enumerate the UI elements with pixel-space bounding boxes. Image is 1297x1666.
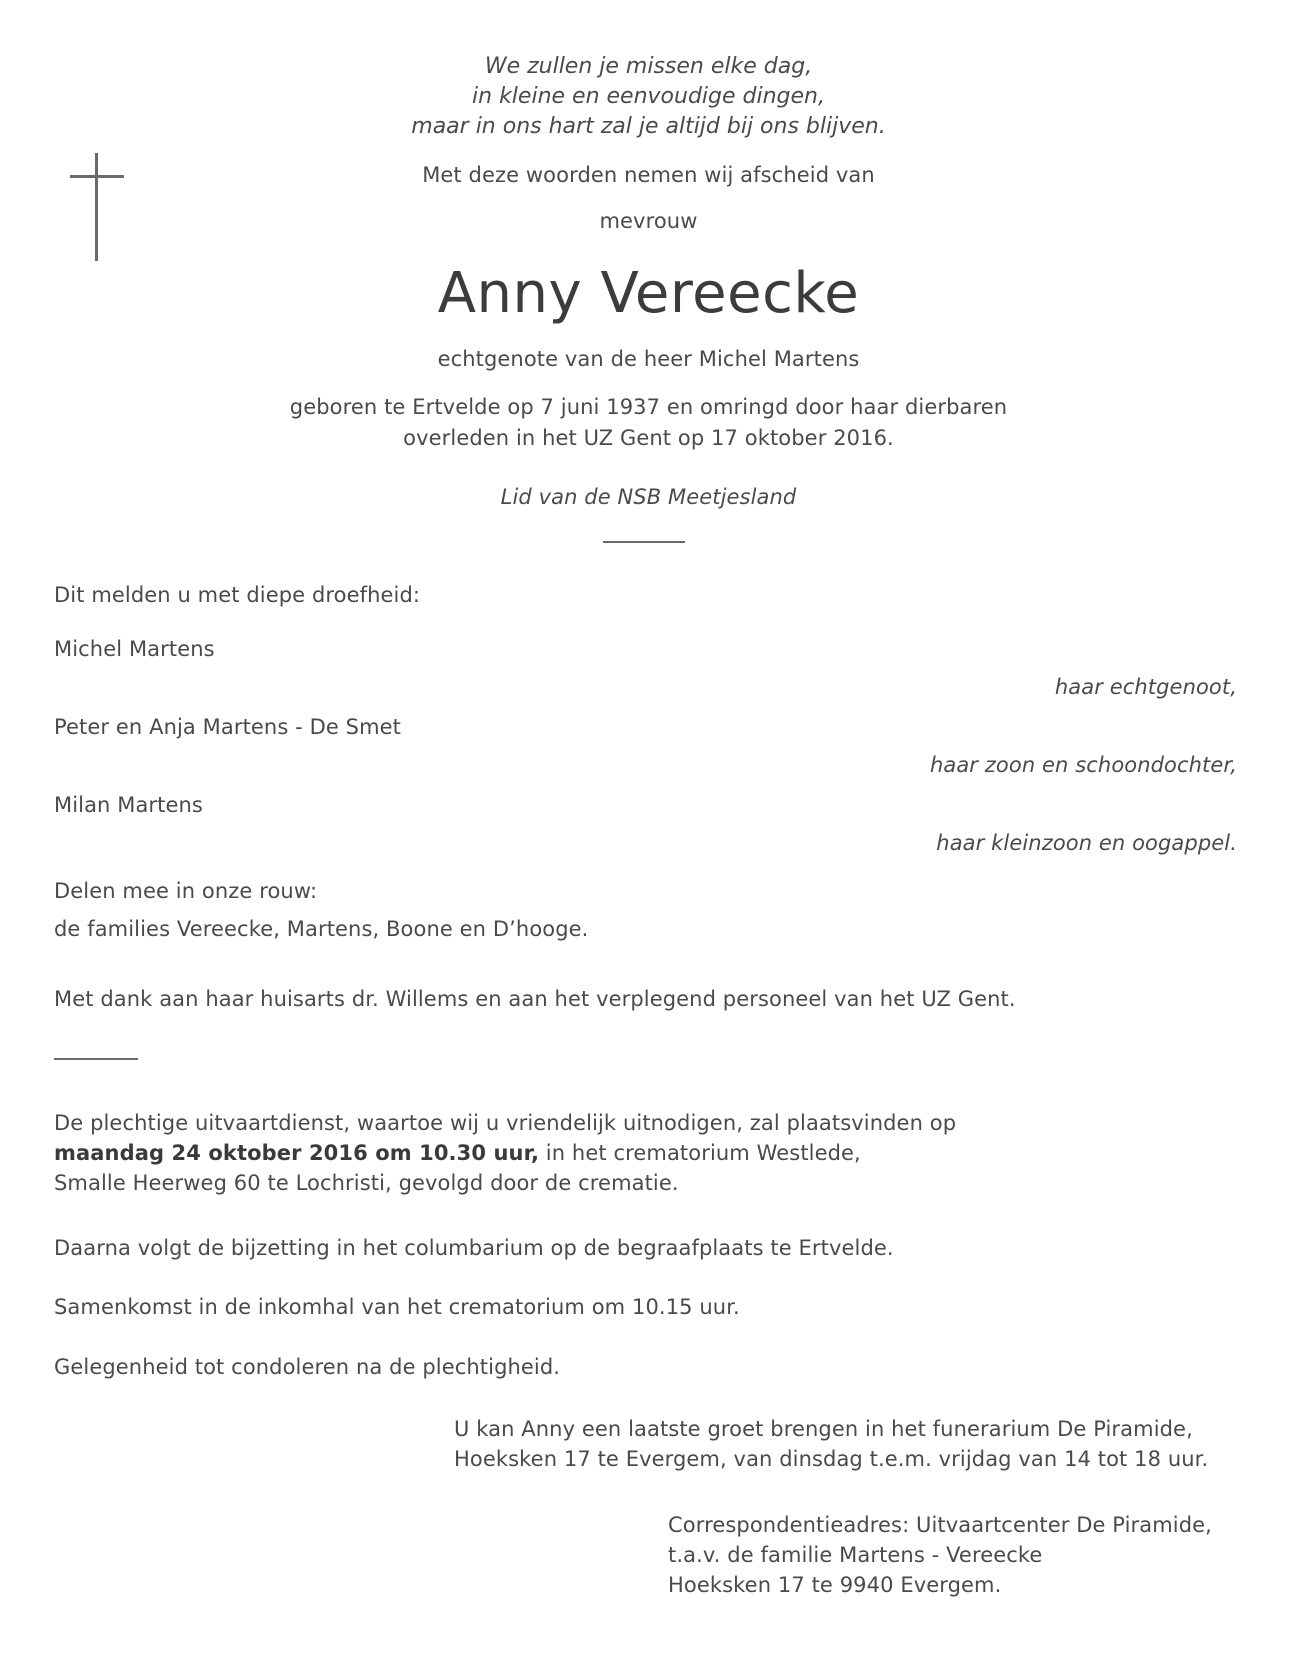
farewell-line-2: Hoeksken 17 te Evergem, van dinsdag t.e.m. vrijdag van 14 tot 18 uur. bbox=[454, 1447, 1209, 1471]
thanks-line: Met dank aan haar huisarts dr. Willems en aan het verplegend personeel van het UZ Gent. bbox=[54, 987, 1016, 1011]
share-families: de families Vereecke, Martens, Boone en D’hooge. bbox=[54, 917, 589, 941]
verse-line-3: maar in ons hart zal je altijd bij ons blijven. bbox=[411, 114, 886, 139]
correspondence-block bbox=[668, 1510, 1212, 1600]
intro-text: Met deze woorden nemen wij afscheid van bbox=[422, 163, 875, 187]
interment-line: Daarna volgt de bijzetting in het columbarium op de begraafplaats te Ertvelde. bbox=[54, 1236, 894, 1260]
condolence-line: Gelegenheid tot condoleren na de plechtigheid. bbox=[54, 1355, 561, 1379]
correspondence-line-2: t.a.v. de familie Martens - Vereecke bbox=[668, 1543, 1043, 1567]
correspondence-line-1: Correspondentieadres: Uitvaartcenter De Piramide, bbox=[668, 1513, 1212, 1537]
service-line-3: Smalle Heerweg 60 te Lochristi, gevolgd door de crematie. bbox=[54, 1171, 679, 1195]
service-line-2 bbox=[54, 1138, 956, 1168]
verse bbox=[0, 52, 1297, 142]
honorific: mevrouw bbox=[599, 209, 698, 233]
service-date: maandag 24 oktober 2016 om 10.30 uur, bbox=[54, 1141, 540, 1165]
family-member-name: Milan Martens bbox=[54, 793, 203, 817]
divider-left bbox=[54, 1058, 138, 1060]
family-member-name: Michel Martens bbox=[54, 637, 215, 661]
family-member-relation: haar zoon en schoondochter, bbox=[929, 753, 1237, 777]
deceased-name: Anny Vereecke bbox=[437, 261, 860, 326]
verse-line-1: We zullen je missen elke dag, bbox=[484, 54, 813, 79]
family-member-relation: haar echtgenoot, bbox=[1054, 675, 1237, 699]
announce-intro: Dit melden u met diepe droefheid: bbox=[54, 583, 421, 607]
farewell-block bbox=[454, 1414, 1208, 1474]
birth-line: geboren te Ertvelde op 7 juni 1937 en omringd door haar dierbaren bbox=[289, 395, 1008, 419]
death-line: overleden in het UZ Gent op 17 oktober 2016. bbox=[403, 426, 894, 450]
gathering-line: Samenkomst in de inkomhal van het crematorium om 10.15 uur. bbox=[54, 1295, 740, 1319]
family-member-name: Peter en Anja Martens - De Smet bbox=[54, 715, 402, 739]
service-block bbox=[54, 1108, 956, 1198]
membership: Lid van de NSB Meetjesland bbox=[500, 485, 797, 509]
verse-line-2: in kleine en eenvoudige dingen, bbox=[472, 84, 825, 109]
correspondence-line-3: Hoeksken 17 te 9940 Evergem. bbox=[668, 1573, 1002, 1597]
service-line-1: De plechtige uitvaartdienst, waartoe wij u vriendelijk uitnodigen, zal plaatsvinden op bbox=[54, 1111, 957, 1135]
divider-center bbox=[603, 541, 685, 543]
farewell-line-1: U kan Anny een laatste groet brengen in het funerarium De Piramide, bbox=[454, 1417, 1193, 1441]
service-location: in het crematorium Westlede, bbox=[539, 1141, 861, 1165]
share-intro: Delen mee in onze rouw: bbox=[54, 879, 318, 903]
spouse-line: echtgenote van de heer Michel Martens bbox=[437, 347, 860, 371]
family-member-relation: haar kleinzoon en oogappel. bbox=[936, 831, 1237, 855]
